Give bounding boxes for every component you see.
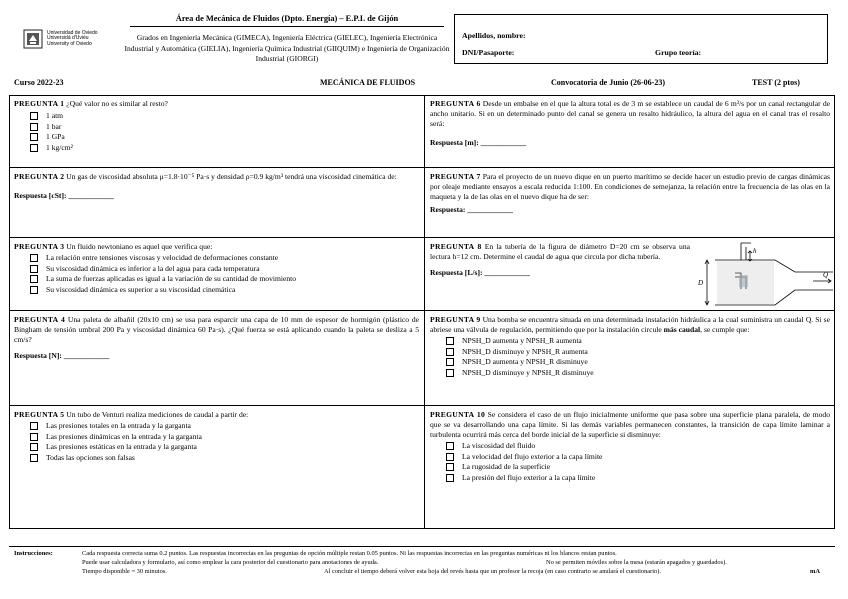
footer-rule [9, 546, 835, 547]
instruction-line: Puede usar calculadora y formulario, así como emplear la cara posterior del cuestionario para anotaciones de ayuda. [82, 559, 379, 566]
question-text: Para el proyecto de un nuevo dique en un puerto marítimo se decide hacer un estudio previo de cargas dinámicas por oleaje mediante ensayos a escala reducida 1:100. En condiciones de semejanza, la relación entre la frecuencia de las olas en la maqueta y la de las olas en el nuevo dique ha de ser: [430, 172, 830, 201]
checkbox-icon[interactable] [446, 474, 454, 482]
checkbox-icon[interactable] [446, 442, 454, 450]
question-label: PREGUNTA 9 [430, 315, 481, 324]
instruction-line: Tiempo disponible = 30 minutos. [82, 568, 167, 575]
answer-field[interactable]: Respuesta [N]: ____________ [14, 351, 110, 360]
option-checkbox[interactable]: La suma de fuerzas aplicadas es igual a la variación de su cantidad de movimiento [30, 274, 419, 285]
checkbox-icon[interactable] [30, 133, 38, 141]
option-checkbox[interactable]: NPSH_D disminuye y NPSH_R disminuye [446, 368, 830, 379]
question-label: PREGUNTA 4 [14, 315, 66, 324]
department-title: Área de Mecánica de Fluidos (Dpto. Energía) – E.P.I. de Gijón [130, 14, 444, 27]
checkbox-icon[interactable] [30, 112, 38, 120]
option-checkbox[interactable]: 1 bar [30, 122, 419, 133]
checkbox-icon[interactable] [30, 286, 38, 294]
question-7 [425, 168, 835, 237]
option-checkbox[interactable]: La presión del flujo exterior a la capa límite [446, 473, 830, 484]
checkbox-icon[interactable] [30, 254, 38, 262]
checkbox-icon[interactable] [30, 275, 38, 283]
question-label: PREGUNTA 6 [430, 99, 481, 108]
option-checkbox[interactable]: NPSH_D aumenta y NPSH_R aumenta [446, 336, 830, 347]
test-points: TEST (2 ptos) [752, 78, 800, 87]
university-name: Universidad de Oviedo Universidá d'Uviéu University of Oviedo [47, 29, 98, 47]
subject-title: MECÁNICA DE FLUIDOS [320, 78, 416, 87]
question-label: PREGUNTA 1 [14, 99, 65, 108]
option-checkbox[interactable]: Su viscosidad dinámica es superior a su viscosidad cinemática [30, 285, 419, 296]
answer-field[interactable]: Respuesta [cSt]: ____________ [14, 191, 114, 200]
footer-initials: mA [810, 568, 820, 575]
instructions-label: Instrucciones: [14, 550, 53, 557]
option-checkbox[interactable]: NPSH_D disminuye y NPSH_R aumenta [446, 347, 830, 358]
university-logo [22, 28, 117, 50]
question-8 [425, 238, 695, 310]
question-2 [9, 168, 424, 237]
question-label: PREGUNTA 10 [430, 410, 486, 419]
question-text: Un gas de viscosidad absoluta μ=1.8·10⁻⁵ Pa·s y densidad ρ=0.9 kg/m³ tendrá una viscosidad cinemática de: [66, 172, 397, 181]
question-text: ¿Qué valor no es similar al resto? [66, 99, 168, 108]
checkbox-icon[interactable] [30, 123, 38, 131]
question-label: PREGUNTA 3 [14, 242, 65, 251]
question-text: Desde un embalse en el que la altura total es de 3 m se establece un caudal de 6 m³/s por un canal rectangular de ancho unitario. Si en un determinado punto del canal se genera un resalto hidráulico, la altura del agua en el canal tras el resalto será: [430, 99, 830, 128]
question-text: En la tubería de la figura de diámetro D=20 cm se observa una lectura h=12 cm. Determine el caudal de agua que circula por dicha tubería. [430, 242, 690, 261]
option-checkbox[interactable]: Todas las opciones son falsas [30, 453, 419, 464]
answer-field[interactable]: Respuesta [m]: ____________ [430, 138, 527, 147]
option-checkbox[interactable]: La rugosidad de la superficie [446, 462, 830, 473]
instruction-line: Cada respuesta correcta suma 0.2 puntos. Las respuestas incorrectas en las preguntas de opción múltiple restan 0.05 puntos. Ni las respuestas incorrectas en las preguntas numéricas ni los blancos restan puntos. [82, 550, 617, 557]
question-4 [9, 311, 424, 405]
group-field-label: Grupo teoría: [655, 48, 702, 57]
checkbox-icon[interactable] [30, 422, 38, 430]
exam-info-bar [14, 78, 834, 88]
course-year: Curso 2022-23 [14, 78, 64, 87]
name-field-label: Apellidos, nombre: [462, 31, 526, 40]
option-checkbox[interactable]: La viscosidad del fluido [446, 441, 830, 452]
question-text: Un tubo de Venturi realiza mediciones de caudal a partir de: [66, 410, 249, 419]
option-checkbox[interactable]: NPSH_D aumenta y NPSH_R disminuye [446, 357, 830, 368]
question-10 [425, 406, 835, 528]
fig-label-d: D [698, 279, 704, 287]
question-label: PREGUNTA 8 [430, 242, 482, 251]
checkbox-icon[interactable] [446, 348, 454, 356]
option-checkbox[interactable]: 1 kg/cm² [30, 143, 419, 154]
checkbox-icon[interactable] [446, 369, 454, 377]
header-center [122, 14, 452, 65]
option-checkbox[interactable]: Las presiones dinámicas en la entrada y la garganta [30, 432, 419, 443]
question-6 [425, 95, 835, 167]
option-checkbox[interactable]: La relación entre tensiones viscosas y velocidad de deformaciones constante [30, 253, 419, 264]
option-checkbox[interactable]: La velocidad del flujo exterior a la capa límite [446, 452, 830, 463]
question-5 [9, 406, 424, 528]
checkbox-icon[interactable] [446, 337, 454, 345]
option-checkbox[interactable]: Las presiones estáticas en la entrada y la garganta [30, 442, 419, 453]
question-label: PREGUNTA 5 [14, 410, 65, 419]
option-checkbox[interactable]: Las presiones totales en la entrada y la garganta [30, 421, 419, 432]
question-label: PREGUNTA 7 [430, 172, 481, 181]
instruction-line: No se permiten móviles sobre la mesa (estarán apagados y guardados). [546, 559, 727, 566]
question-text: Una paleta de albañil (20x10 cm) se usa para esparcir una capa de 10 mm de espesor de hormigón (plástico de Bingham de tensión umbral 200 Pa y viscosidad dinámica 60 Pa·s). ¿Qué fuerza se está aplicando cuando la paleta se desliza a 5 cm/s? [14, 315, 419, 344]
question-9: PREGUNTA 9 Una bomba se encuentra situada en una determinada instalación hidráulica a la cual suministra un caudal Q. Si se abriese una válvula de regulación, permitiendo que por la instalación circule más caudal, se cumple que: NPSH_D aumenta y NPSH_R aumenta NPSH_D disminuye y NPSH_R aumenta NPSH_D aumenta y NPSH_R disminuye NPSH_D disminuye y NPSH_R disminuye [430, 315, 830, 377]
venturi-pipe-figure [695, 239, 833, 309]
question-3 [9, 238, 424, 310]
option-checkbox[interactable]: 1 atm [30, 111, 419, 122]
exam-session: Convocatoria de Junio (26-06-23) [551, 78, 665, 87]
question-label: PREGUNTA 2 [14, 172, 65, 181]
fig-label-h: h [753, 247, 757, 255]
option-checkbox[interactable]: 1 GPa [30, 132, 419, 143]
checkbox-icon[interactable] [446, 463, 454, 471]
degrees-list: Grados en Ingeniería Mecánica (GIMECA), Ingeniería Eléctrica (GIELEC), Ingeniería Electrónica Industrial y Automática (GIELIA), Ingeniería Química Industrial (GIIQUIM) e Ingeniería de Organización Industrial (GIORGI) [124, 33, 450, 63]
question-1 [9, 95, 424, 167]
checkbox-icon[interactable] [30, 433, 38, 441]
option-checkbox[interactable]: Su viscosidad dinámica es inferior a la del agua para cada temperatura [30, 264, 419, 275]
question-text: Se considera el caso de un flujo inicialmente uniforme que pasa sobre una superficie plana paralela, de modo que se va desarrollando una capa límite. Si las demás variables permanecen constantes, la transición de capa límite laminar a turbulenta ocurrirá más cerca del borde inicial de la superficie si disminuye: [430, 410, 830, 439]
checkbox-icon[interactable] [30, 144, 38, 152]
answer-field[interactable]: Respuesta [L/s]: ____________ [430, 268, 530, 277]
checkbox-icon[interactable] [30, 443, 38, 451]
checkbox-icon[interactable] [446, 453, 454, 461]
dni-field-label: DNI/Pasaporte: [462, 48, 515, 57]
checkbox-icon[interactable] [30, 265, 38, 273]
checkbox-icon[interactable] [30, 454, 38, 462]
question-text: Un fluido newtoniano es aquel que verifica que: [66, 242, 213, 251]
instruction-line: Al concluir el tiempo deberá volver esta hoja del revés hasta que un profesor la recoja (en caso contrario se anulará el cuestionario). [324, 568, 661, 575]
answer-field[interactable]: Respuesta: ____________ [430, 205, 513, 214]
checkbox-icon[interactable] [446, 358, 454, 366]
fig-label-q: Q [823, 271, 829, 279]
student-id-box[interactable] [454, 14, 828, 64]
university-crest-icon [22, 28, 44, 50]
